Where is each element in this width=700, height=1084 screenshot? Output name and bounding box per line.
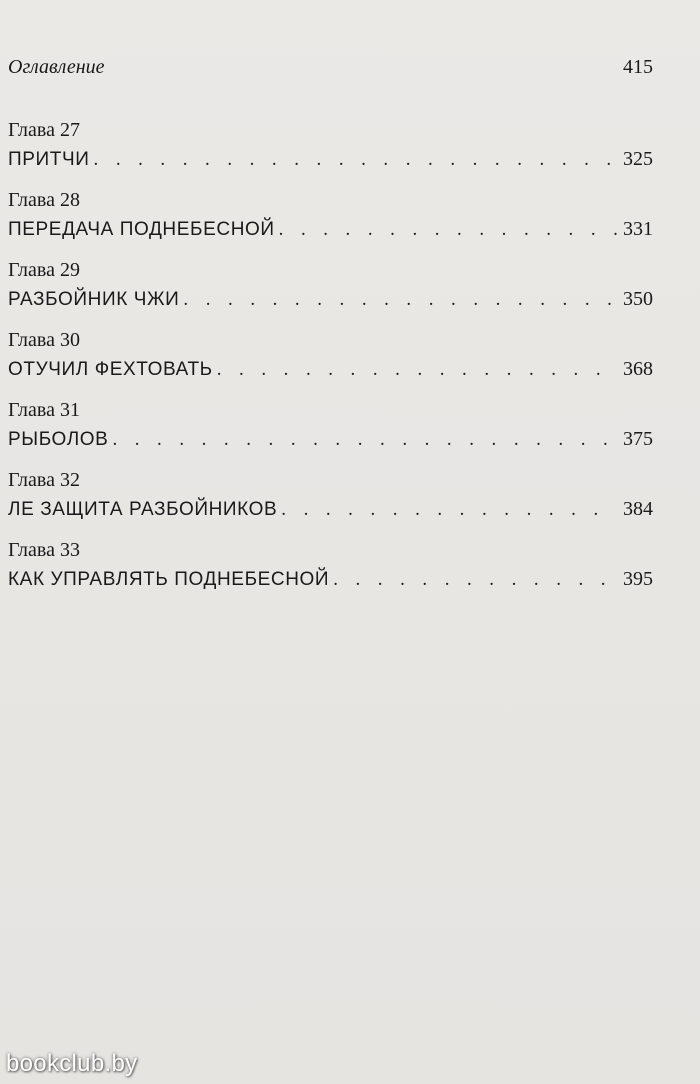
dot-leader <box>333 569 617 591</box>
chapter-page-number: 350 <box>623 288 653 310</box>
chapter-page-number: 331 <box>623 218 653 240</box>
toc-entry <box>8 468 653 538</box>
chapter-label: Глава 30 <box>8 329 80 351</box>
chapter-label: Глава 31 <box>8 399 80 421</box>
chapter-label: Глава 32 <box>8 469 80 491</box>
page-number: 415 <box>623 56 653 78</box>
dot-leader <box>281 499 617 521</box>
chapter-label: Глава 33 <box>8 539 80 561</box>
table-of-contents <box>8 118 653 608</box>
chapter-page-number: 395 <box>623 568 653 590</box>
chapter-title: ПЕРЕДАЧА ПОДНЕБЕСНОЙ <box>8 219 275 240</box>
chapter-page-number: 384 <box>623 498 653 520</box>
toc-entry <box>8 538 653 608</box>
dot-leader <box>279 219 617 241</box>
chapter-line <box>8 288 653 328</box>
dot-leader <box>217 359 617 381</box>
running-header <box>8 56 653 84</box>
chapter-line <box>8 498 653 538</box>
toc-entry <box>8 188 653 258</box>
chapter-title: КАК УПРАВЛЯТЬ ПОДНЕБЕСНОЙ <box>8 569 330 590</box>
toc-entry <box>8 118 653 188</box>
chapter-page-number: 368 <box>623 358 653 380</box>
dot-leader <box>94 149 617 171</box>
chapter-line <box>8 428 653 468</box>
chapter-label: Глава 28 <box>8 189 80 211</box>
watermark-text: bookclub.by <box>6 1050 138 1077</box>
chapter-line <box>8 358 653 398</box>
chapter-title: РАЗБОЙНИК ЧЖИ <box>8 289 180 310</box>
chapter-label: Глава 29 <box>8 259 80 281</box>
chapter-page-number: 325 <box>623 148 653 170</box>
toc-entry <box>8 328 653 398</box>
chapter-title: ЛЕ ЗАЩИТА РАЗБОЙНИКОВ <box>8 499 278 520</box>
chapter-line <box>8 568 653 608</box>
dot-leader <box>183 289 617 311</box>
dot-leader <box>112 429 617 451</box>
chapter-line <box>8 218 653 258</box>
chapter-title: ПРИТЧИ <box>8 149 90 170</box>
chapter-line <box>8 148 653 188</box>
running-header-title: Оглавление <box>8 56 105 78</box>
chapter-page-number: 375 <box>623 428 653 450</box>
chapter-label: Глава 27 <box>8 119 80 141</box>
toc-entry <box>8 258 653 328</box>
toc-entry <box>8 398 653 468</box>
chapter-title: РЫБОЛОВ <box>8 429 109 450</box>
chapter-title: ОТУЧИЛ ФЕХТОВАТЬ <box>8 359 213 380</box>
